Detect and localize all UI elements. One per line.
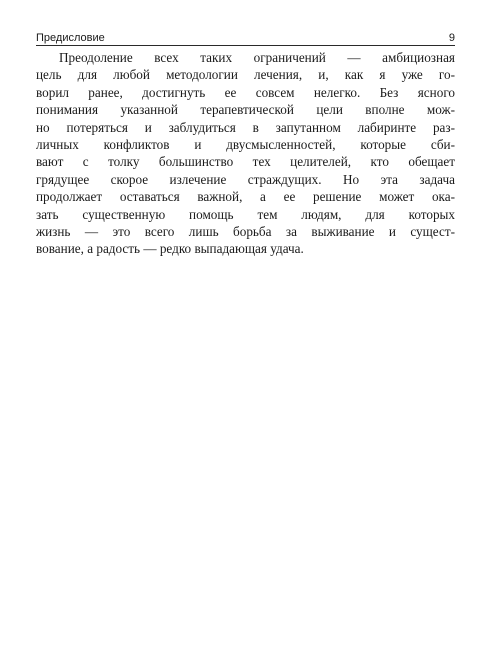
paragraph-line: но потеряться и заблудиться в запутанном лабиринте раз-	[36, 119, 455, 135]
paragraph-line: продолжает оставаться важной, а ее решение может ока-	[36, 189, 455, 205]
body-paragraph	[36, 49, 455, 258]
paragraph-line: личных конфликтов и двусмысленностей, которые сби-	[36, 136, 455, 152]
section-title: Предисловие	[36, 32, 105, 44]
paragraph-line: ворил ранее, достигнуть ее совсем нелегко. Без ясного	[36, 84, 455, 100]
paragraph-line: зать существенную помощь тем людям, для которых	[36, 206, 455, 222]
paragraph-line: цель для любой методологии лечения, и, как я уже го-	[36, 67, 455, 83]
paragraph-line: вование, а радость — редко выпадающая удача.	[36, 241, 304, 257]
paragraph-line: вают с толку большинство тех целителей, кто обещает	[36, 154, 455, 170]
header-rule	[36, 45, 455, 46]
running-header	[36, 30, 455, 46]
paragraph-line: понимания указанной терапевтической цели вполне мож-	[36, 102, 455, 118]
page-number: 9	[448, 32, 455, 44]
paragraph-line: грядущее скорое излечение страждущих. Но эта задача	[36, 171, 455, 187]
paragraph-line: Преодоление всех таких ограничений — амбициозная	[59, 50, 455, 65]
paragraph-line: жизнь — это всего лишь борьба за выживание и сущест-	[36, 223, 455, 239]
